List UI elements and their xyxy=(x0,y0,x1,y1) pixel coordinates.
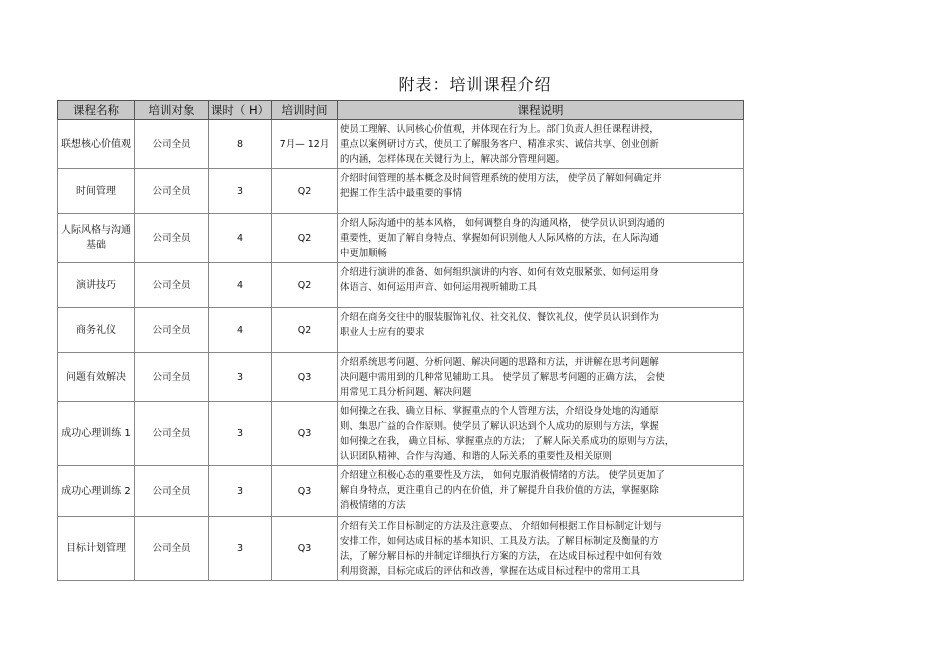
course-table xyxy=(57,100,744,581)
cell-target: 公司全员 xyxy=(135,466,209,517)
header-time: 培训时间 xyxy=(272,101,338,120)
cell-description: 介绍人际沟通中的基本风格， 如何调整自身的沟通风格， 使学员认识到沟通的 重要性，更加了解自身特点、掌握如何识别他人人际风格的方法，在人际沟通 中更加顺畅 xyxy=(338,214,744,263)
cell-time: Q2 xyxy=(272,169,338,214)
table-row xyxy=(58,263,744,308)
cell-description: 介绍在商务交往中的服装服饰礼仪、社交礼仪、餐饮礼仪，使学员认识到作为 职业人士应有的要求 xyxy=(338,308,744,353)
cell-target: 公司全员 xyxy=(135,169,209,214)
cell-description: 介绍进行演讲的准备、如何组织演讲的内容、如何有效克服紧张、如何运用身 体语言、如何运用声音、如何运用视听辅助工具 xyxy=(338,263,744,308)
cell-course-name: 人际风格与沟通基础 xyxy=(58,214,135,263)
header-course-name: 课程名称 xyxy=(58,101,135,120)
cell-description: 介绍时间管理的基本概念及时间管理系统的使用方法， 使学员了解如何确定并 把握工作生活中最重要的事情 xyxy=(338,169,744,214)
cell-hours: 3 xyxy=(209,402,272,466)
cell-target: 公司全员 xyxy=(135,120,209,169)
cell-time: Q2 xyxy=(272,308,338,353)
table-row xyxy=(58,214,744,263)
cell-target: 公司全员 xyxy=(135,263,209,308)
table-row xyxy=(58,402,744,466)
cell-target: 公司全员 xyxy=(135,517,209,581)
cell-target: 公司全员 xyxy=(135,353,209,402)
table-row xyxy=(58,517,744,581)
cell-target: 公司全员 xyxy=(135,402,209,466)
cell-time: Q2 xyxy=(272,263,338,308)
cell-hours: 3 xyxy=(209,517,272,581)
cell-description: 介绍建立积极心态的重要性及方法， 如何克服消极情绪的方法。 使学员更加了 解自身特点，更注重自己的内在价值，并了解提升自我价值的方法，掌握驱除 消极情绪的方法 xyxy=(338,466,744,517)
cell-time: Q2 xyxy=(272,214,338,263)
cell-hours: 3 xyxy=(209,353,272,402)
table-row xyxy=(58,169,744,214)
cell-hours: 3 xyxy=(209,169,272,214)
header-description: 课程说明 xyxy=(338,101,744,120)
cell-course-name: 时间管理 xyxy=(58,169,135,214)
cell-course-name: 目标计划管理 xyxy=(58,517,135,581)
cell-time: Q3 xyxy=(272,402,338,466)
cell-course-name: 联想核心价值观 xyxy=(58,120,135,169)
cell-description: 使员工理解、认同核心价值观，并体现在行为上。部门负责人担任课程讲授， 重点以案例研讨方式，使员工了解服务客户、精准求实、诚信共享、创业创新 的内涵，怎样体现在关键行为上，解决部分管理问题。 xyxy=(338,120,744,169)
cell-target: 公司全员 xyxy=(135,214,209,263)
table-row xyxy=(58,120,744,169)
table-header-row xyxy=(58,101,744,120)
page-title: 附表：培训课程介绍 xyxy=(398,75,552,94)
cell-target: 公司全员 xyxy=(135,308,209,353)
cell-time: Q3 xyxy=(272,353,338,402)
cell-course-name: 问题有效解决 xyxy=(58,353,135,402)
cell-course-name: 成功心理训练 2 xyxy=(58,466,135,517)
header-target: 培训对象 xyxy=(135,101,209,120)
cell-course-name: 演讲技巧 xyxy=(58,263,135,308)
cell-description: 介绍系统思考问题、分析问题、解决问题的思路和方法，并讲解在思考问题解 决问题中需用到的几种常见辅助工具。 使学员了解思考问题的正确方法， 会使 用常见工具分析问题、解决问题 xyxy=(338,353,744,402)
cell-description: 介绍有关工作目标制定的方法及注意要点、 介绍如何根据工作目标制定计划与 安排工作，如何达成目标的基本知识、工具及方法。了解目标制定及衡量的方 法，了解分解目标的并制定详细执行方案的方法， 在达成目标过程中如何有效 利用资源，目标完成后的评估和改善，掌握在达成目标过程中的常用工具 xyxy=(338,517,744,581)
header-hours: 课时（ H） xyxy=(209,101,272,120)
table-row xyxy=(58,466,744,517)
cell-hours: 4 xyxy=(209,214,272,263)
table-row xyxy=(58,308,744,353)
cell-hours: 3 xyxy=(209,466,272,517)
cell-description: 如何操之在我、确立目标、掌握重点的个人管理方法，介绍设身处地的沟通原 则、集思广益的合作原则。使学员了解认识达到个人成功的原则与方法，掌握 如何操之在我， 确立目标、掌握重点的方法； 了解人际关系成功的原则与方法， 认识团队精神、合作与沟通、和谐的人际关系的重要性及相关原则 xyxy=(338,402,744,466)
cell-time: 7月— 12月 xyxy=(272,120,338,169)
cell-hours: 4 xyxy=(209,263,272,308)
cell-course-name: 商务礼仪 xyxy=(58,308,135,353)
cell-time: Q3 xyxy=(272,517,338,581)
cell-hours: 4 xyxy=(209,308,272,353)
cell-time: Q3 xyxy=(272,466,338,517)
cell-course-name: 成功心理训练 1 xyxy=(58,402,135,466)
cell-hours: 8 xyxy=(209,120,272,169)
table-row xyxy=(58,353,744,402)
